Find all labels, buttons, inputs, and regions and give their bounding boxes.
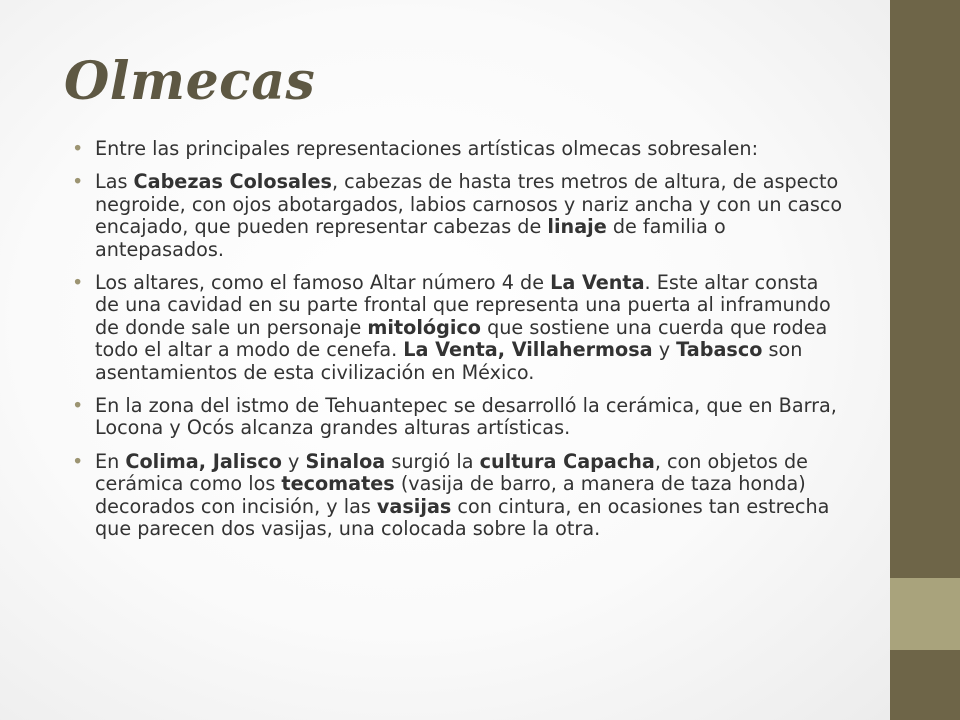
bold-text-run: linaje [547,215,607,239]
text-run: (vasija de barro, a manera de taza honda) decorados con incisión, y las [95,472,806,518]
text-run: Los altares, como el famoso Altar número 4 de [95,271,551,295]
text-run: son asentamientos de esta civilización en México. [95,338,803,384]
text-run: y [281,449,306,473]
bullet-item [72,138,844,160]
text-run: , cabezas de hasta tres metros de altura, de aspecto negroide, con ojos abotargados, labios carnosos y nariz ancha y con un casco encajado, que pueden representar cabezas de [95,170,843,239]
text-run: En [95,449,126,473]
text-run: y [652,338,677,362]
text-run: de familia o antepasados. [95,215,726,261]
text-run: . Este altar consta de una cavidad en su parte frontal que representa una puerta al inframundo de donde sale un personaje [95,271,831,339]
bullet-item [72,272,844,384]
text-run: , con objetos de cerámica como los [95,449,808,496]
text-run: Entre las principales representaciones artísticas olmecas sobresalen: [95,137,759,160]
bold-text-run: Cabezas Colosales [133,170,332,194]
bullet-item [72,451,844,541]
slide-title: Olmecas [64,51,316,112]
bold-text-run: Colima, Jalisco [125,449,282,473]
side-band-top [890,0,960,578]
bold-text-run: vasijas [376,494,452,518]
text-run: Las [95,170,134,194]
bullet-item [72,171,844,261]
text-run: En la zona del istmo de Tehuantepec se desarrolló la cerámica, que en Barra, Locona y Ocós alcanza grandes alturas artísticas. [95,394,837,440]
bold-text-run: La Venta [550,271,645,295]
text-run: que sostiene una cuerda que rodea todo el altar a modo de cenefa. [95,315,828,362]
side-band-bottom [890,650,960,720]
bullet-item [72,395,844,440]
bold-text-run: tecomates [281,472,395,496]
bold-text-run: Sinaloa [305,449,386,473]
bold-text-run: La Venta, Villahermosa [403,338,653,362]
bullet-list [72,138,844,552]
text-run: surgió la [385,449,480,473]
bold-text-run: cultura Capacha [479,449,655,473]
side-band-accent [890,578,960,650]
bold-text-run: Tabasco [676,338,763,362]
bold-text-run: mitológico [367,315,481,339]
text-run: con cintura, en ocasiones tan estrecha que parecen dos vasijas, una colocada sobre la otra. [95,494,830,541]
